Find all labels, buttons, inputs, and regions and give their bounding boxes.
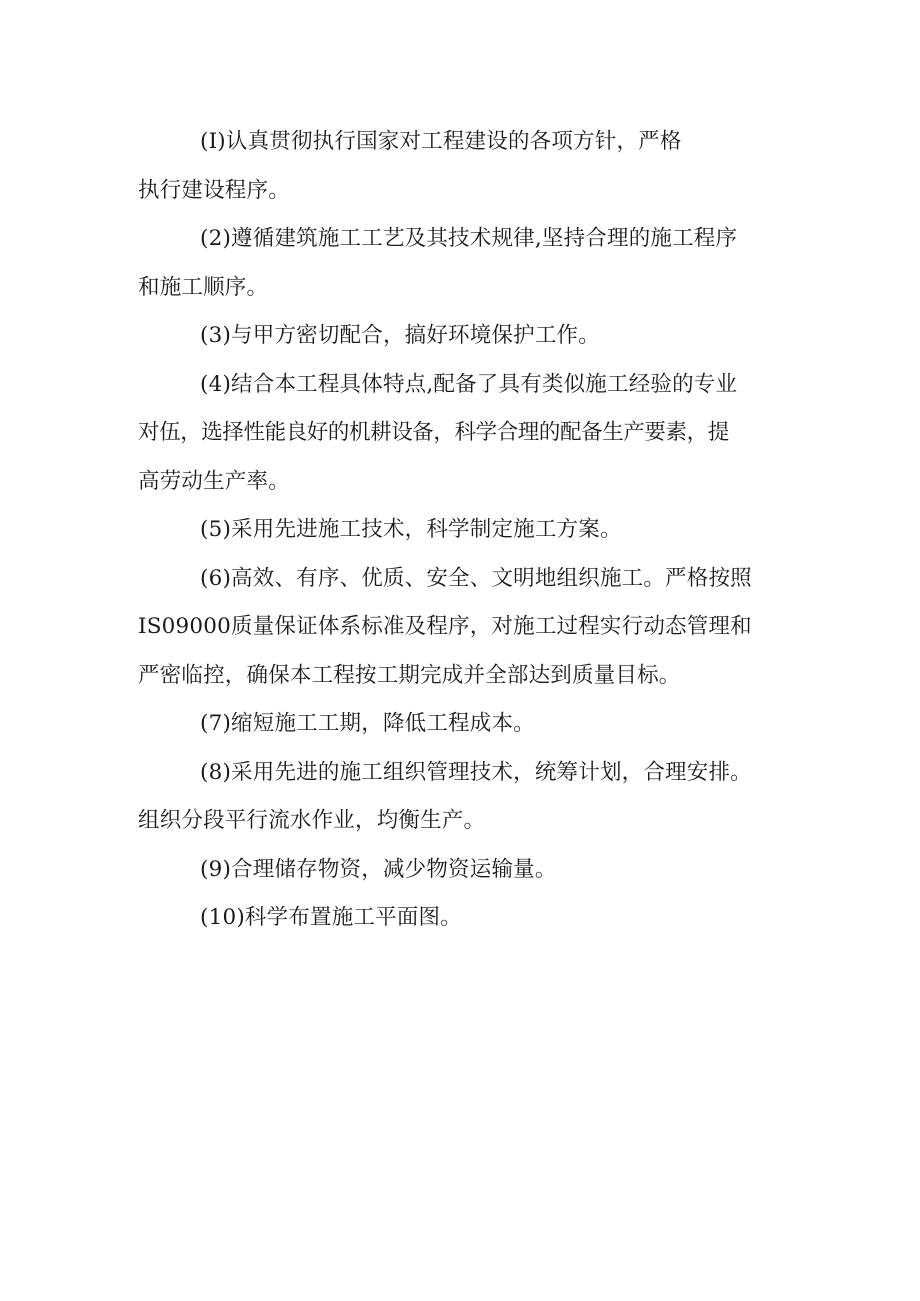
item-2-line-1: (2)遵循建筑施工工艺及其技术规律,坚持合理的施工程序 (200, 226, 738, 251)
item-4-line-1: (4)结合本工程具体特点,配备了具有类似施工经验的专业 (200, 371, 738, 397)
item-2-line-2: 和施工顺序。 (138, 274, 269, 300)
item-1-line-2: 执行建设程序。 (138, 177, 290, 203)
item-7-line-1: (7)缩短施工工期，降低工程成本。 (200, 711, 535, 736)
item-6-line-3: 严密临控，确保本工程按工期完成并全部达到质量目标。 (138, 662, 681, 688)
item-5-line-1: (5)采用先进施工技术，科学制定施工方案。 (200, 517, 622, 542)
item-4-line-3: 高劳动生产率。 (138, 468, 290, 494)
item-8-line-2: 组织分段平行流水作业，均衡生产。 (138, 808, 486, 833)
item-10-line-1: (10)科学布置施工平面图。 (200, 905, 462, 930)
document-body (138, 118, 808, 943)
item-1-line-1: (I)认真贯彻执行国家对工程建设的各项方针，严格 (200, 129, 682, 154)
item-8-line-1: (8)采用先进的施工组织管理技术，统筹计划，合理安排。 (200, 759, 752, 785)
item-9-line-1: (9)合理储存物资，减少物资运输量。 (200, 856, 557, 882)
item-6-line-2: IS09000质量保证体系标准及程序，对施工过程实行动态管理和 (138, 614, 752, 639)
item-3-line-1: (3)与甲方密切配合，搞好环境保护工作。 (200, 323, 600, 348)
item-6-line-1: (6)高效、有序、优质、安全、文明地组织施工。严格按照 (200, 565, 752, 591)
item-4-line-2: 对伍，选择性能良好的机耕设备，科学合理的配备生产要素，提 (138, 420, 729, 445)
